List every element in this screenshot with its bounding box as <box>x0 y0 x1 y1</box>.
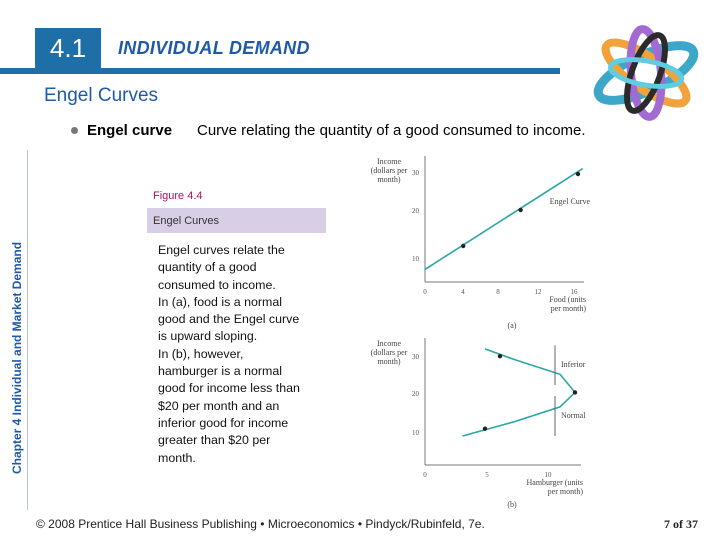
caption-line: quantity of a good <box>158 260 257 275</box>
x-tick-label: 4 <box>461 288 465 296</box>
y-axis-label: (dollars per <box>370 348 408 357</box>
panel-label: (b) <box>507 500 517 509</box>
y-axis-label: Income <box>377 339 401 348</box>
data-point <box>576 172 580 176</box>
y-tick-label: 20 <box>412 390 419 398</box>
footer-credit: © 2008 Prentice Hall Business Publishing • Microeconomics • Pindyck/Rubinfeld, 7e. <box>36 517 485 531</box>
caption-line: $20 per month and an <box>158 398 280 413</box>
caption-line: good and the Engel curve <box>158 312 300 327</box>
x-tick-label: 5 <box>485 471 489 479</box>
caption-line: In (a), food is a normal <box>158 294 282 309</box>
panel-label: (a) <box>507 321 517 330</box>
data-point <box>573 390 577 394</box>
figure-number: Figure 4.4 <box>153 190 203 202</box>
engel-curve-line <box>463 349 576 436</box>
y-tick-label: 20 <box>412 207 419 215</box>
caption-line: greater than $20 per <box>158 433 271 448</box>
section-title: INDIVIDUAL DEMAND <box>118 38 310 58</box>
y-tick-label: 10 <box>412 255 419 263</box>
x-axis-label: Food (units <box>549 295 586 304</box>
engel-curve-line <box>425 169 583 270</box>
caption-line: In (b), however, <box>158 346 244 361</box>
x-tick-label: 16 <box>570 288 578 296</box>
y-axis-label: Income <box>377 157 401 166</box>
caption-line: is upward sloping. <box>158 329 258 344</box>
data-point <box>518 208 522 212</box>
x-tick-label: 0 <box>423 471 427 479</box>
caption-line: consumed to income. <box>158 277 276 292</box>
x-tick-label: 12 <box>534 288 542 296</box>
x-tick-label: 8 <box>496 288 500 296</box>
y-axis-label: month) <box>377 357 401 366</box>
section-number: 4.1 <box>35 28 101 68</box>
data-point <box>483 427 487 431</box>
y-tick-label: 30 <box>412 169 419 177</box>
caption-line: inferior good for income <box>158 415 289 430</box>
slide-subtitle: Engel Curves <box>44 85 159 106</box>
caption-line: hamburger is a normal <box>158 364 282 379</box>
data-point <box>498 354 502 358</box>
region-label-normal: Normal <box>561 410 586 420</box>
data-point <box>461 244 465 248</box>
caption-line: Engel curves relate the <box>158 243 285 257</box>
page-number: 7 of 37 <box>664 517 698 531</box>
x-axis-label: per month) <box>550 304 586 313</box>
curve-label: Engel Curve <box>549 197 590 206</box>
caption-line: month. <box>158 450 196 465</box>
chapter-side-label: Chapter 4 Individual and Market Demand <box>10 241 24 474</box>
x-axis-label: Hamburger (units <box>526 478 583 487</box>
y-axis-label: (dollars per <box>370 166 408 175</box>
caption-line: good for income less than <box>158 381 300 396</box>
figure-title: Engel Curves <box>153 215 220 227</box>
x-tick-label: 0 <box>423 288 427 296</box>
y-tick-label: 10 <box>412 429 419 437</box>
region-label-inferior: Inferior <box>561 360 586 370</box>
x-tick-label: 10 <box>544 471 552 479</box>
y-tick-label: 30 <box>412 353 419 361</box>
x-axis-label: per month) <box>547 487 583 496</box>
bullet-term: Engel curve <box>87 122 173 139</box>
y-axis-label: month) <box>377 175 401 184</box>
bullet-definition: Curve relating the quantity of a good consumed to income. <box>197 122 586 139</box>
